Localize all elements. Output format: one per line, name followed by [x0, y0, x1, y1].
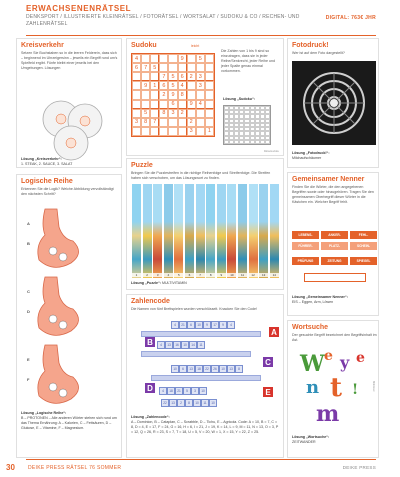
- sudoku-cell[interactable]: [187, 81, 196, 90]
- sudoku-cell[interactable]: 5: [196, 54, 205, 63]
- strip-number: 2: [143, 273, 152, 277]
- kreisverkehr-title: Kreisverkehr: [21, 42, 64, 49]
- nenner-word: FÜHRER-: [292, 242, 319, 250]
- wortsuche-letters: [296, 349, 374, 429]
- code-cell[interactable]: 4: [159, 387, 167, 395]
- code-answer-bar[interactable]: [141, 351, 251, 357]
- option-b-label: B: [27, 241, 30, 246]
- puzzle-strip[interactable]: [163, 183, 174, 279]
- code-cell[interactable]: 6: [179, 365, 187, 373]
- sudoku-credit: Rätselsudoku: [263, 150, 279, 153]
- puzzle-strip[interactable]: [195, 183, 206, 279]
- sudoku-cell[interactable]: [132, 81, 141, 90]
- code-cell[interactable]: 3: [191, 387, 199, 395]
- code-row: [171, 321, 235, 329]
- code-cell[interactable]: 4: [171, 321, 179, 329]
- sudoku-cell[interactable]: [205, 90, 214, 99]
- sudoku-cell[interactable]: 3: [132, 118, 141, 127]
- sudoku-cell[interactable]: 5: [168, 72, 177, 81]
- sudoku-cell[interactable]: 8: [159, 109, 168, 118]
- sudoku-cell[interactable]: 5: [150, 63, 159, 72]
- puzzle-text: Bringen Sie die Puzzlestreifen in die richtige Reihenfolge und Streifenfolge. Die Streifen haben sich verschoben, um das Lösungswort zu finden.: [131, 171, 271, 180]
- strip-number: 8: [206, 273, 215, 277]
- code-letter: A: [269, 327, 279, 337]
- puzzle-strip[interactable]: [248, 183, 259, 279]
- sudoku-cell[interactable]: 4: [132, 54, 141, 63]
- strip-number: 3: [153, 273, 162, 277]
- sudoku-cell[interactable]: [132, 100, 141, 109]
- sudoku-cell[interactable]: [159, 118, 168, 127]
- sudoku-cell[interactable]: [141, 54, 150, 63]
- code-cell[interactable]: 8: [185, 399, 193, 407]
- nenner-word: SPIEGEL: [350, 257, 377, 265]
- sudoku-cell[interactable]: [132, 127, 141, 136]
- sudoku-cell[interactable]: [150, 72, 159, 81]
- code-cell[interactable]: 21: [179, 321, 187, 329]
- puzzle-strips: [131, 167, 281, 279]
- puzzle-strip[interactable]: [173, 183, 184, 279]
- code-cell[interactable]: 10: [171, 365, 179, 373]
- zahlencode-solution: Lösung „Zahlencode“: A – Dominion, B – Cataplan, C – Scrabble, D – Tichu, E – Agricola. Code: A = 10, B = 7, C = 8, D = 4, E = 17, F = 24, G = 16, H = 6, I = 21, J = 19, K = 14, L = 9, M = 11, N = 13, O = 3, P = 12, Q = 26, R = 23, S = 7, T = 18, U = 5, V = 20, W = 1, X = 15, Y = 22, Z = 25.: [131, 415, 279, 434]
- sudoku-cell[interactable]: 3: [196, 72, 205, 81]
- strip-number: 9: [217, 273, 226, 277]
- code-cell[interactable]: 26: [211, 365, 219, 373]
- sudoku-cell[interactable]: [168, 63, 177, 72]
- sudoku-cell[interactable]: [168, 127, 177, 136]
- sudoku-cell[interactable]: [205, 109, 214, 118]
- sudoku-solution-grid: [223, 105, 271, 145]
- wortsuche-letter: y: [340, 353, 350, 372]
- sudoku-cell[interactable]: 5: [168, 81, 177, 90]
- sudoku-cell[interactable]: [150, 54, 159, 63]
- sudoku-cell[interactable]: 7: [150, 118, 159, 127]
- sudoku-cell[interactable]: 6: [178, 72, 187, 81]
- stomach-illustrations: [23, 205, 113, 405]
- sudoku-cell[interactable]: [205, 63, 214, 72]
- wortsuche-letter: e: [356, 350, 365, 366]
- sudoku-cell[interactable]: 6: [168, 100, 177, 109]
- sudoku-cell[interactable]: [141, 127, 150, 136]
- wortsuche-letter: n: [306, 377, 320, 398]
- code-cell[interactable]: 13: [165, 341, 173, 349]
- sudoku-cell[interactable]: [168, 54, 177, 63]
- sudoku-cell[interactable]: [178, 127, 187, 136]
- code-cell[interactable]: 13: [169, 399, 177, 407]
- code-row: [159, 387, 207, 395]
- option-a-label: A: [27, 221, 30, 226]
- wortsuche-letter: m: [316, 401, 340, 427]
- page-number: 30: [6, 463, 15, 472]
- sudoku-cell[interactable]: [132, 72, 141, 81]
- code-cell[interactable]: 18: [195, 365, 203, 373]
- kreisverkehr-text: Setzen Sie Buchstaben so in die leeren Felderein, dass sich – beginnend im Uhrzeigersinn – jeweils ein Begriff rund um's Spielfeld ergibt. Fünfe bleibt einer jeweils bei den Umgebungen. Lösungen: [21, 51, 118, 70]
- puzzle-title: Puzzle: [131, 162, 153, 169]
- wortsuche-letter: e: [324, 348, 333, 364]
- gemeinsamer-nenner-card: [287, 172, 379, 316]
- code-letter: D: [145, 383, 155, 393]
- strip-number: 12: [249, 273, 258, 277]
- strip-number: 14: [270, 273, 279, 277]
- sudoku-cell[interactable]: [141, 72, 150, 81]
- publisher-name: DEIKE PRESS: [342, 465, 376, 470]
- gemeinsamer-nenner-title: Gemeinsamer Nenner: [292, 176, 365, 183]
- code-letter: B: [145, 337, 155, 347]
- strip-number: 1: [132, 273, 141, 277]
- puzzle-strip[interactable]: [184, 183, 195, 279]
- sudoku-cell[interactable]: [141, 90, 150, 99]
- sudoku-cell[interactable]: 4: [196, 100, 205, 109]
- sudoku-cell[interactable]: [196, 90, 205, 99]
- code-letter: C: [263, 357, 273, 367]
- code-row: [157, 341, 205, 349]
- fotodruck-solution: Lösung „Fotodruck!“: Milchaufschäumer: [292, 151, 330, 160]
- sudoku-cell[interactable]: 2: [187, 118, 196, 127]
- wortsuche-letter: t: [330, 373, 343, 403]
- header-divider: [26, 35, 376, 36]
- sudoku-cell[interactable]: [150, 90, 159, 99]
- sudoku-cell[interactable]: [150, 109, 159, 118]
- wortsuche-title: Wortsuche: [292, 324, 329, 331]
- fotodruck-title: Fotodruck!: [292, 42, 329, 49]
- sudoku-cell[interactable]: [178, 118, 187, 127]
- sudoku-cell[interactable]: [150, 100, 159, 109]
- wortsuche-card: [287, 320, 379, 458]
- fotodruck-text: Wer ist auf dem Foto dargestellt?: [292, 51, 345, 55]
- sudoku-cell[interactable]: [187, 90, 196, 99]
- code-cell[interactable]: 5: [183, 387, 191, 395]
- wortsuche-letter: W: [300, 351, 325, 377]
- sudoku-cell[interactable]: [150, 127, 159, 136]
- gemeinsamer-nenner-solution: Lösung „Gemeinsamer Nenner“: EIS – Eggen, Arm, Löwen: [292, 295, 348, 304]
- strip-number: 4: [164, 273, 173, 277]
- zahlencode-title: Zahlencode: [131, 298, 170, 305]
- sudoku-cell[interactable]: [196, 127, 205, 136]
- sudoku-cell[interactable]: [178, 63, 187, 72]
- option-e-label: E: [27, 357, 30, 362]
- code-cell[interactable]: 21: [175, 387, 183, 395]
- sudoku-cell[interactable]: 2: [178, 109, 187, 118]
- sudoku-cell[interactable]: 5: [141, 109, 150, 118]
- sudoku-cell[interactable]: [205, 81, 214, 90]
- sudoku-cell[interactable]: [141, 100, 150, 109]
- solution-cell: [265, 140, 270, 144]
- sudoku-cell[interactable]: [168, 118, 177, 127]
- puzzle-solution: Lösung „Puzzle“: MULTIVITAMIN: [131, 281, 187, 285]
- puzzle-strip[interactable]: [152, 183, 163, 279]
- difficulty-badge: leicht: [191, 44, 200, 48]
- kreisverkehr-solution: Lösung „Kreisverkehr“: 1. STEAK, 2. SAUCE, 3. SALAT: [21, 157, 73, 166]
- strip-number: 11: [238, 273, 247, 277]
- kreisverkehr-puzzle: [39, 99, 105, 161]
- strip-number: 13: [259, 273, 268, 277]
- sudoku-cell[interactable]: [196, 63, 205, 72]
- sudoku-cell[interactable]: [159, 63, 168, 72]
- logische-reihe-solution: Lösung „Logische Reihe“: B – PROTONEN – Alle anderen Wörter stehen sich rund um das Thema Ernährung: A – Kalorien, C – Fettsäuren, D – Glukose, E – Vitamine, F – Magnesium.: [21, 411, 117, 430]
- code-cell[interactable]: 14: [189, 341, 197, 349]
- logische-reihe-card: [16, 174, 122, 458]
- code-cell[interactable]: 10: [199, 387, 207, 395]
- nenner-word: FEHL-: [350, 231, 377, 239]
- puzzle-strip[interactable]: [216, 183, 227, 279]
- code-cell[interactable]: 16: [173, 341, 181, 349]
- puzzle-strip[interactable]: [226, 183, 237, 279]
- wortsuche-text: Der gesuchte Begriff bezeichnet den Begriffsinhalt im Ast.: [292, 333, 377, 342]
- sudoku-cell[interactable]: 8: [141, 118, 150, 127]
- fotodruck-photo: [292, 61, 376, 145]
- strip-number: 5: [174, 273, 183, 277]
- code-answer-bar[interactable]: [141, 331, 261, 337]
- fotodruck-card: [287, 38, 379, 168]
- code-cell[interactable]: 13: [227, 365, 235, 373]
- code-cell[interactable]: 11: [197, 341, 205, 349]
- puzzle-strip[interactable]: [269, 183, 280, 279]
- puzzle-strip[interactable]: [142, 183, 153, 279]
- sudoku-cell[interactable]: [159, 127, 168, 136]
- digital-price: DIGITAL: 763€ JHR: [325, 15, 376, 21]
- code-cell[interactable]: 10: [219, 365, 227, 373]
- logische-reihe-title: Logische Reihe: [21, 178, 73, 185]
- code-cell[interactable]: 18: [167, 387, 175, 395]
- sudoku-cell[interactable]: [205, 54, 214, 63]
- code-cell[interactable]: 8: [235, 365, 243, 373]
- code-cell[interactable]: 22: [161, 399, 169, 407]
- puzzle-strip[interactable]: [205, 183, 216, 279]
- sudoku-cell[interactable]: [159, 54, 168, 63]
- wortsuche-credit: Bildrätsel: [372, 381, 375, 392]
- code-cell[interactable]: 10: [181, 341, 189, 349]
- sudoku-cell[interactable]: 9: [187, 100, 196, 109]
- wortsuche-solution: Lösung „Wortsuche“: ZEITWANDER: [292, 435, 330, 444]
- code-cell[interactable]: 10: [193, 399, 201, 407]
- page-title: ERWACHSENENRÄTSEL: [26, 4, 132, 13]
- sudoku-cell[interactable]: 7: [159, 72, 168, 81]
- nenner-word: LEBENS-: [292, 231, 319, 239]
- code-cell[interactable]: 2: [177, 399, 185, 407]
- sudoku-cell[interactable]: [132, 90, 141, 99]
- code-row: [171, 365, 243, 373]
- sudoku-cell[interactable]: 9: [141, 81, 150, 90]
- footer-divider: [26, 459, 376, 460]
- code-cell[interactable]: 10: [195, 321, 203, 329]
- sudoku-cell[interactable]: 3: [196, 81, 205, 90]
- logische-reihe-text: Erkennen Sie die Logik? Welche Abbildung vervollständigt den nächsten Schritt?: [21, 187, 114, 196]
- zahlencode-card: [126, 294, 284, 458]
- option-f-label: F: [27, 377, 30, 382]
- sudoku-cell[interactable]: [187, 63, 196, 72]
- sudoku-instructions: Die Zahlen von 1 bis 9 sind so einzutragen, dass sie in jeder Reihe/Senkrecht, jeder Reihe und jeder Spalte genau einmal vorkommen.: [221, 49, 275, 73]
- sudoku-title: Sudoku: [131, 42, 157, 49]
- sudoku-cell[interactable]: [187, 109, 196, 118]
- nenner-diagram: [292, 231, 378, 291]
- puzzle-strip[interactable]: [131, 183, 142, 279]
- strip-number: 10: [227, 273, 236, 277]
- sudoku-cell[interactable]: [205, 118, 214, 127]
- nenner-word: SCHEIN-: [350, 242, 377, 250]
- code-cell[interactable]: 4: [227, 321, 235, 329]
- code-puzzle: [131, 321, 281, 411]
- code-cell[interactable]: 9: [219, 321, 227, 329]
- sudoku-cell[interactable]: 1: [150, 81, 159, 90]
- nenner-word: ZEITUNG: [321, 257, 348, 265]
- strip-number: 7: [196, 273, 205, 277]
- sudoku-cell[interactable]: [196, 118, 205, 127]
- code-cell[interactable]: 4: [157, 341, 165, 349]
- code-cell[interactable]: 9: [203, 321, 211, 329]
- sudoku-cell[interactable]: [132, 109, 141, 118]
- code-cell[interactable]: 10: [209, 399, 217, 407]
- puzzle-strip[interactable]: [237, 183, 248, 279]
- sudoku-cell[interactable]: 3: [168, 109, 177, 118]
- option-d-label: D: [27, 309, 30, 314]
- wortsuche-letter: !: [352, 382, 359, 398]
- sudoku-cell[interactable]: 7: [141, 63, 150, 72]
- nenner-word: ANKER-: [321, 231, 348, 239]
- sudoku-cell[interactable]: [159, 100, 168, 109]
- puzzle-strip[interactable]: [258, 183, 269, 279]
- sudoku-cell[interactable]: 4: [178, 81, 187, 90]
- sudoku-cell[interactable]: [187, 54, 196, 63]
- code-cell[interactable]: 17: [211, 321, 219, 329]
- sudoku-cell[interactable]: [196, 109, 205, 118]
- code-cell[interactable]: 22: [203, 365, 211, 373]
- nenner-word: PLATZ-: [321, 242, 348, 250]
- sudoku-cell[interactable]: [205, 100, 214, 109]
- sudoku-cell[interactable]: [205, 72, 214, 81]
- code-cell[interactable]: 11: [201, 399, 209, 407]
- nenner-answer-boxes[interactable]: [304, 273, 366, 282]
- sudoku-cell[interactable]: 2: [159, 90, 168, 99]
- sudoku-cell[interactable]: 1: [205, 127, 214, 136]
- publication-name: DEIKE PRESS RÄTSEL 76 SOMMER: [28, 465, 122, 471]
- kreisverkehr-card: [16, 38, 122, 168]
- code-cell[interactable]: 6: [187, 321, 195, 329]
- sudoku-cell[interactable]: 2: [187, 72, 196, 81]
- sudoku-cell[interactable]: 3: [187, 127, 196, 136]
- sudoku-solution-label: Lösung „Sudoku“:: [223, 97, 255, 101]
- sudoku-cell[interactable]: [178, 100, 187, 109]
- sudoku-cell[interactable]: 6: [132, 63, 141, 72]
- strip-number: 6: [185, 273, 194, 277]
- sudoku-cell[interactable]: 9: [178, 54, 187, 63]
- sudoku-grid: [131, 53, 215, 137]
- sudoku-cell[interactable]: 9: [168, 90, 177, 99]
- sudoku-cell[interactable]: 6: [159, 81, 168, 90]
- code-row: [161, 399, 217, 407]
- sudoku-card: [126, 38, 284, 156]
- puzzle-card: [126, 158, 284, 290]
- category-list: DENKSPORT / ILLUSTRIERTE KLEINRÄTSEL / FOTORÄTSEL / WORTSALAT / SUDOKU & CO / RECHEN- UND ZAHLENRÄTSEL: [26, 14, 300, 27]
- zahlencode-text: Die Namen von fünf Brettspielen wurden verschlüsselt. Knacken Sie den Code!: [131, 307, 258, 311]
- option-c-label: C: [27, 289, 30, 294]
- code-letter: E: [263, 387, 273, 397]
- sudoku-cell[interactable]: 8: [178, 90, 187, 99]
- code-cell[interactable]: 13: [187, 365, 195, 373]
- nenner-word: PRÜFUNG: [292, 257, 319, 265]
- gemeinsamer-nenner-text: Finden Sie die Wörter, die den angegebenen Begriffen sowie oder hinzugehören. Tragen Sie den gemeinsamen Oberbegriff dieser Wörter in die Kästchen ein. Welcher Begriff fehlt.: [292, 185, 374, 204]
- code-answer-bar[interactable]: [151, 375, 261, 381]
